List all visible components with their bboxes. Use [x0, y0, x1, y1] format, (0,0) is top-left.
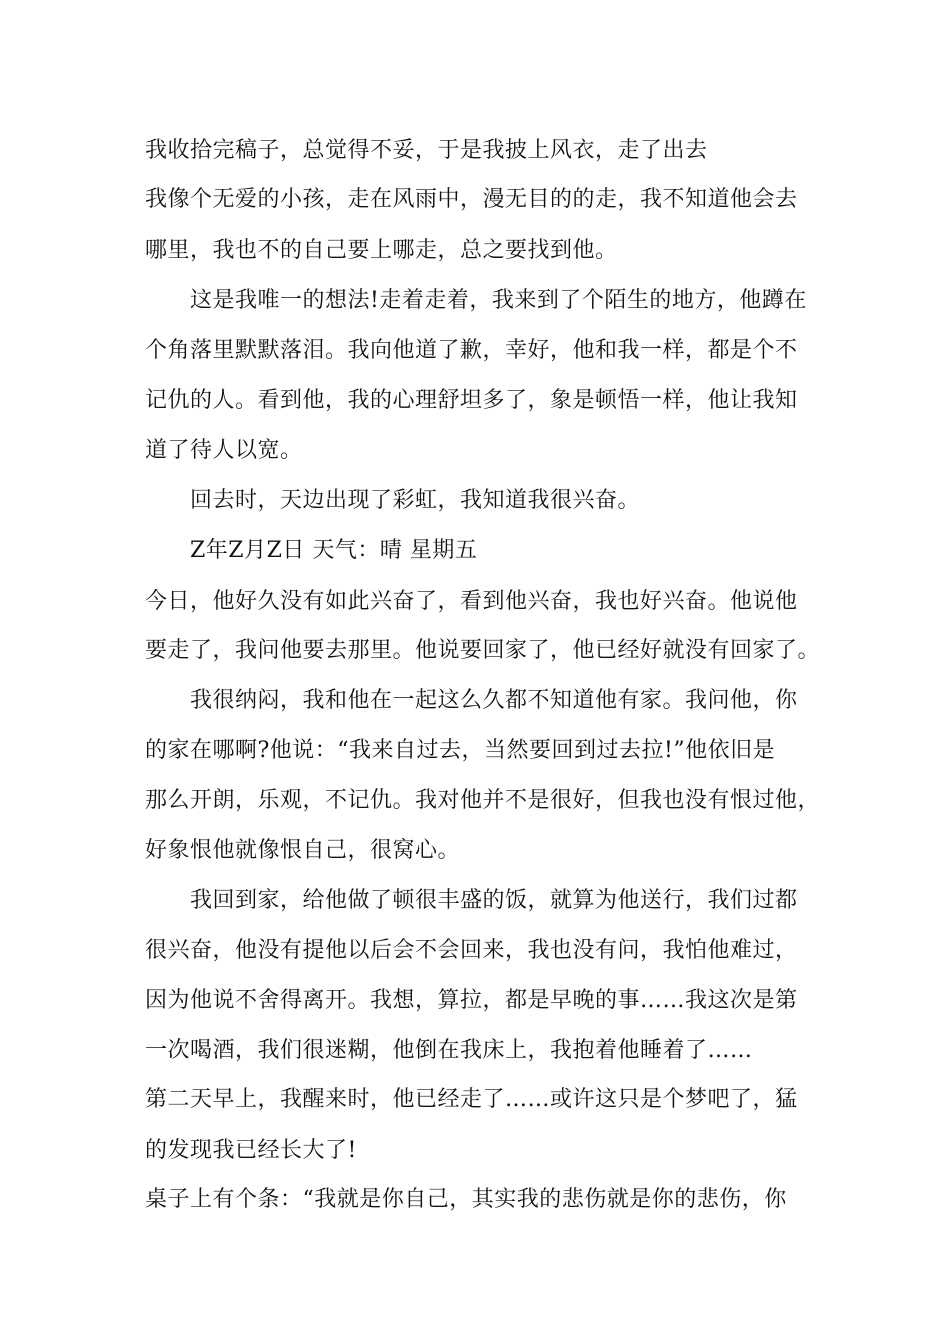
text-line: 那么开朗，乐观，不记仇。我对他并不是很好，但我也没有恨过他，	[145, 788, 821, 813]
text-line: 哪里，我也不的自己要上哪走，总之要找到他。	[145, 238, 618, 263]
text-line: 我很纳闷，我和他在一起这么久都不知道他有家。我问他，你	[190, 688, 798, 713]
text-line: 道了待人以宽。	[145, 438, 303, 463]
text-line: 我像个无爱的小孩，走在风雨中，漫无目的的走，我不知道他会去	[145, 187, 798, 212]
text-line: 的家在哪啊?他说：“我来自过去，当然要回到过去拉!”他依旧是	[145, 738, 776, 763]
text-line: 第二天早上，我醒来时，他已经走了……或许这只是个梦吧了，猛	[145, 1087, 798, 1112]
text-line: 我回到家，给他做了顿很丰盛的饭，就算为他送行，我们过都	[190, 888, 798, 913]
text-line: 因为他说不舍得离开。我想，算拉，都是早晚的事……我这次是第	[145, 988, 798, 1013]
text-line: 记仇的人。看到他，我的心理舒坦多了，象是顿悟一样，他让我知	[145, 388, 798, 413]
text-line: 这是我唯一的想法!走着走着，我来到了个陌生的地方，他蹲在	[190, 288, 807, 313]
text-line: Z年Z月Z日 天气：晴 星期五	[190, 538, 478, 563]
text-line: 的发现我已经长大了!	[145, 1138, 357, 1163]
text-line: 很兴奋，他没有提他以后会不会回来，我也没有问，我怕他难过，	[145, 938, 798, 963]
text-line: 今日，他好久没有如此兴奋了，看到他兴奋，我也好兴奋。他说他	[145, 589, 798, 614]
text-line: 个角落里默默落泪。我向他道了歉，幸好，他和我一样，都是个不	[145, 338, 798, 363]
text-line: 要走了，我问他要去那里。他说要回家了，他已经好就没有回家了。	[145, 638, 821, 663]
text-line: 回去时，天边出现了彩虹，我知道我很兴奋。	[190, 488, 641, 513]
text-line: 桌子上有个条：“我就是你自己，其实我的悲伤就是你的悲伤，你	[145, 1187, 787, 1212]
text-line: 一次喝酒，我们很迷糊，他倒在我床上，我抱着他睡着了……	[145, 1038, 753, 1063]
text-line: 好象恨他就像恨自己，很窝心。	[145, 838, 461, 863]
text-line: 我收拾完稿子，总觉得不妥，于是我披上风衣，走了出去	[145, 138, 708, 163]
